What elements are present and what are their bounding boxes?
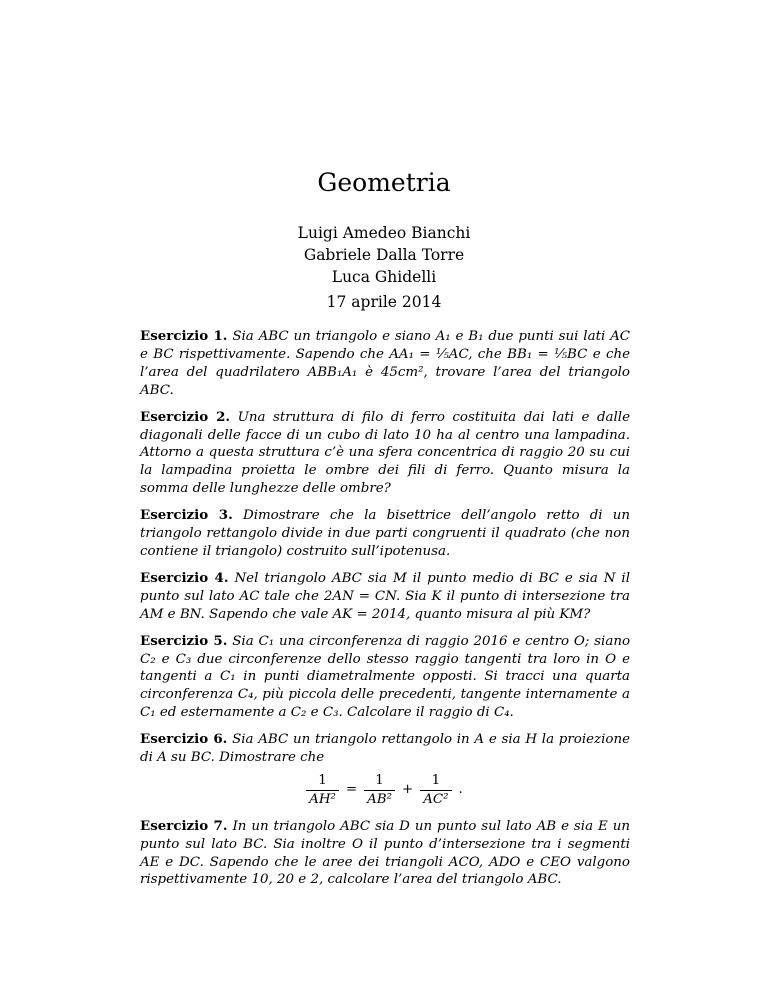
exercise-text: Nel triangolo ABC sia M il punto medio di BC e sia N il punto sul lato AC tale che 2AN = CN. Sia K il punto di intersezione tra AM e BN. Sapendo che vale AK = 2014, quanto misura al più KM? xyxy=(140,570,631,622)
author-list xyxy=(0,222,768,288)
document-title: Geometria xyxy=(317,168,451,197)
author-name: Gabriele Dalla Torre xyxy=(303,246,465,264)
exercise-3 xyxy=(140,507,630,561)
exercise-text: Sia ABC un triangolo e siano A₁ e B₁ due punti sui lati AC e BC rispettivamente. Sapendo che AA₁ = ⅕AC, che BB₁ = ⅕BC e che l’area del quadrilatero ABB₁A₁ è 45cm², trovare l’area del triangolo ABC. xyxy=(140,329,631,398)
exercise-label: Esercizio 7. xyxy=(140,817,228,834)
exercise-1 xyxy=(140,328,630,400)
fraction-denominator: AB² xyxy=(367,791,393,807)
fraction-numerator: 1 xyxy=(306,772,339,791)
fraction-rhs-2 xyxy=(420,772,451,809)
exercise-text: Sia C₁ una circonferenza di raggio 2016 e centro O; siano C₂ e C₃ due circonferenze dello stesso raggio tangenti tra loro in O e tangenti a C₁ in punti diametralmente opposti. Si tracci una quarta circonferenza C₄, più piccola delle precedenti, tangente internamente a C₁ ed esternamente a C₂ e C₃. Calcolare il raggio di C₄. xyxy=(140,633,631,721)
fraction-rhs-1 xyxy=(364,772,395,809)
author-name: Luigi Amedeo Bianchi xyxy=(297,224,471,242)
exercise-list xyxy=(140,328,630,898)
exercise-text: In un triangolo ABC sia D un punto sul lato AB e sia E un punto sul lato BC. Sia inoltre O il punto d’intersezione tra i segmenti AE e DC. Sapendo che le aree dei triangoli ACO, ADO e CEO valgono rispettivamente 10, 20 e 2, calcolare l’area del triangolo ABC. xyxy=(140,818,630,888)
exercise-label: Esercizio 5. xyxy=(140,632,228,649)
exercise-5 xyxy=(140,633,630,723)
exercise-label: Esercizio 3. xyxy=(140,507,233,524)
exercise-text: Sia ABC un triangolo rettangolo in A e sia H la proiezione di A su BC. Dimostrare che xyxy=(140,732,630,766)
equals-sign: = xyxy=(345,782,358,798)
fraction-lhs xyxy=(306,772,339,809)
fraction-denominator: AC² xyxy=(423,791,449,807)
exercise-label: Esercizio 6. xyxy=(140,731,228,748)
author-name: Luca Ghidelli xyxy=(331,268,437,286)
exercise-7 xyxy=(140,818,630,890)
fraction-numerator: 1 xyxy=(420,772,451,791)
exercise-2 xyxy=(140,409,630,499)
document-date: 17 aprile 2014 xyxy=(326,293,442,311)
exercise-label: Esercizio 2. xyxy=(140,408,231,425)
plus-sign: + xyxy=(402,782,414,798)
exercise-label: Esercizio 4. xyxy=(140,569,229,586)
exercise-text: Dimostrare che la bisettrice dell’angolo retto di un triangolo rettangolo divide in due parti congruenti il quadrato (che non contiene il triangolo) costruito sull’ipotenusa. xyxy=(140,508,630,559)
exercise-4 xyxy=(140,570,630,624)
formula-period: . xyxy=(458,782,463,798)
fraction-numerator: 1 xyxy=(364,772,395,791)
exercise-text: Una struttura di filo di ferro costituita dai lati e dalle diagonali delle facce di un cubo di lato 10 ha al centro una lampadina. Attorno a questa struttura c’è una sfera concentrica di raggio 20 su cui la lampadina proietta le ombre dei fili di ferro. Quanto misura la somma delle lunghezze delle ombre? xyxy=(140,409,630,497)
exercise-6 xyxy=(140,731,630,809)
exercise-label: Esercizio 1. xyxy=(140,328,228,344)
exercise-6-formula xyxy=(140,772,630,809)
fraction-denominator: AH² xyxy=(309,791,336,807)
